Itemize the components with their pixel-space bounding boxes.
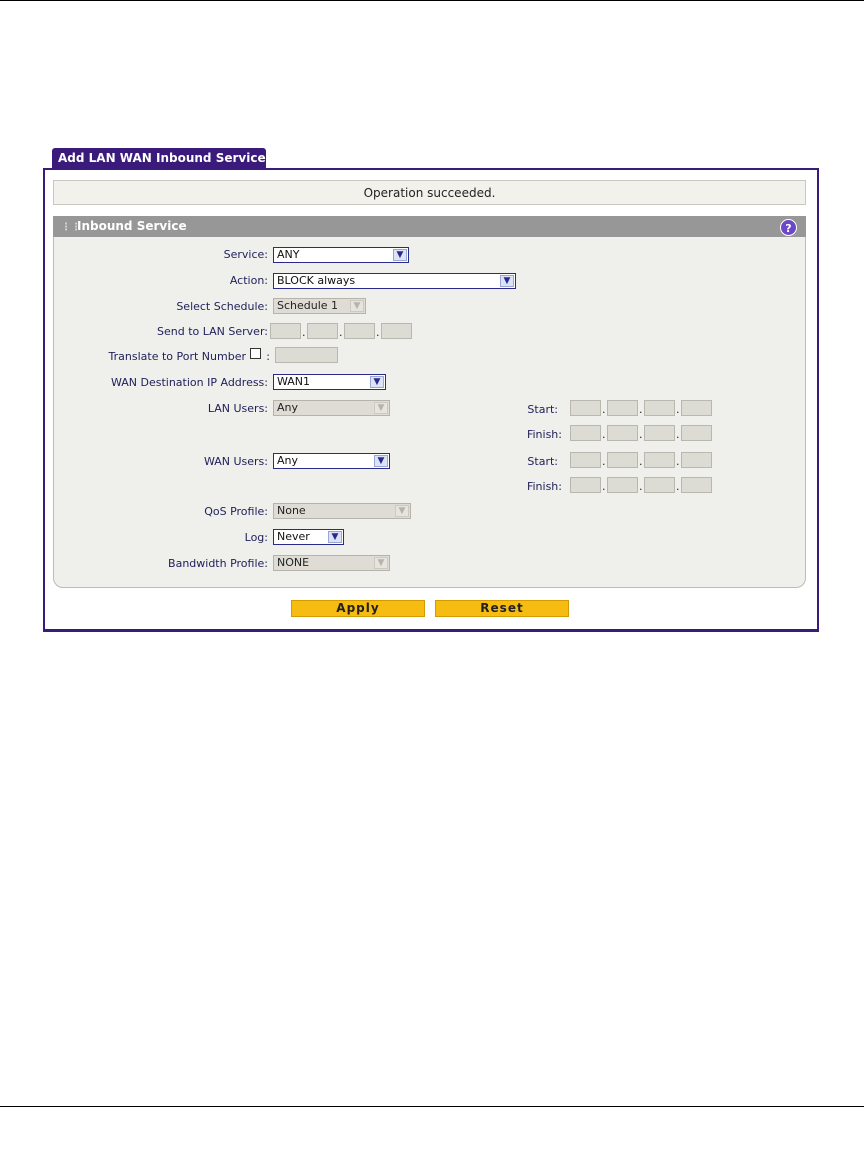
service-select[interactable] bbox=[273, 247, 409, 263]
wan-finish-label: Finish: bbox=[526, 480, 562, 493]
status-message: Operation succeeded. bbox=[53, 180, 806, 205]
qos-profile-label: QoS Profile: bbox=[204, 505, 268, 518]
wan-finish-octet-4[interactable] bbox=[681, 477, 712, 493]
ip-dot: . bbox=[602, 480, 606, 493]
wan-destination-select[interactable] bbox=[273, 374, 386, 390]
schedule-select[interactable] bbox=[273, 298, 366, 314]
translate-port-label: Translate to Port Number bbox=[108, 350, 246, 363]
ip-dot: . bbox=[602, 403, 606, 416]
lan-start-octet-3[interactable] bbox=[644, 400, 675, 416]
ip-dot: . bbox=[602, 428, 606, 441]
ip-dot: . bbox=[676, 428, 680, 441]
lan-start-octet-1[interactable] bbox=[570, 400, 601, 416]
ip-dot: . bbox=[639, 403, 643, 416]
wan-start-label: Start: bbox=[527, 455, 558, 468]
chevron-down-icon: ▼ bbox=[328, 531, 342, 543]
schedule-value: Schedule 1 bbox=[277, 299, 339, 312]
lan-start-label: Start: bbox=[527, 403, 558, 416]
lan-finish-octet-3[interactable] bbox=[644, 425, 675, 441]
help-icon[interactable]: ? bbox=[780, 219, 797, 236]
section-title: Inbound Service bbox=[77, 219, 187, 233]
chevron-down-icon: ▼ bbox=[350, 300, 364, 312]
ip-dot: . bbox=[339, 326, 343, 339]
translate-port-checkbox[interactable] bbox=[250, 348, 261, 359]
top-rule bbox=[0, 0, 864, 1]
ip-dot: . bbox=[676, 480, 680, 493]
bandwidth-profile-select[interactable] bbox=[273, 555, 390, 571]
lan-users-label: LAN Users: bbox=[207, 402, 268, 415]
ip-dot: . bbox=[676, 455, 680, 468]
qos-profile-select[interactable] bbox=[273, 503, 411, 519]
panel-header bbox=[53, 216, 806, 237]
apply-button[interactable]: Apply bbox=[291, 600, 425, 617]
wan-finish-octet-2[interactable] bbox=[607, 477, 638, 493]
grip-icon: ⋮⋮ bbox=[61, 222, 81, 233]
chevron-down-icon: ▼ bbox=[374, 455, 388, 467]
chevron-down-icon: ▼ bbox=[395, 505, 409, 517]
wan-users-label: WAN Users: bbox=[203, 455, 268, 468]
lan-users-value: Any bbox=[277, 401, 299, 414]
ip-dot: . bbox=[639, 480, 643, 493]
lan-server-ip-octet-3[interactable] bbox=[344, 323, 375, 339]
wan-finish-octet-1[interactable] bbox=[570, 477, 601, 493]
log-label: Log: bbox=[244, 531, 268, 544]
wan-users-select[interactable] bbox=[273, 453, 390, 469]
wan-start-octet-4[interactable] bbox=[681, 452, 712, 468]
chevron-down-icon: ▼ bbox=[370, 376, 384, 388]
chevron-down-icon: ▼ bbox=[500, 275, 514, 287]
log-select[interactable] bbox=[273, 529, 344, 545]
chevron-down-icon: ▼ bbox=[374, 557, 388, 569]
translate-port-colon: : bbox=[266, 350, 270, 363]
wan-destination-label: WAN Destination IP Address: bbox=[110, 376, 268, 389]
ip-dot: . bbox=[639, 428, 643, 441]
bottom-rule bbox=[0, 1106, 864, 1107]
action-label: Action: bbox=[229, 274, 268, 287]
lan-finish-octet-1[interactable] bbox=[570, 425, 601, 441]
service-value: ANY bbox=[277, 248, 300, 261]
wan-finish-octet-3[interactable] bbox=[644, 477, 675, 493]
lan-server-ip-octet-2[interactable] bbox=[307, 323, 338, 339]
qos-profile-value: None bbox=[277, 504, 306, 517]
lan-finish-label: Finish: bbox=[526, 428, 562, 441]
ip-dot: . bbox=[639, 455, 643, 468]
action-select[interactable] bbox=[273, 273, 516, 289]
ip-dot: . bbox=[602, 455, 606, 468]
wan-start-octet-3[interactable] bbox=[644, 452, 675, 468]
bandwidth-profile-label: Bandwidth Profile: bbox=[168, 557, 268, 570]
ip-dot: . bbox=[676, 403, 680, 416]
lan-start-octet-2[interactable] bbox=[607, 400, 638, 416]
lan-finish-octet-2[interactable] bbox=[607, 425, 638, 441]
wan-start-octet-2[interactable] bbox=[607, 452, 638, 468]
lan-start-octet-4[interactable] bbox=[681, 400, 712, 416]
send-to-lan-server-label: Send to LAN Server: bbox=[157, 325, 268, 338]
chevron-down-icon: ▼ bbox=[374, 402, 388, 414]
lan-finish-octet-4[interactable] bbox=[681, 425, 712, 441]
wan-start-octet-1[interactable] bbox=[570, 452, 601, 468]
translate-port-input[interactable] bbox=[275, 347, 338, 363]
lan-users-select[interactable] bbox=[273, 400, 390, 416]
tab-add-lan-wan-inbound-service[interactable]: Add LAN WAN Inbound Service bbox=[52, 148, 266, 169]
lan-server-ip-octet-4[interactable] bbox=[381, 323, 412, 339]
ip-dot: . bbox=[376, 326, 380, 339]
schedule-label: Select Schedule: bbox=[176, 300, 268, 313]
service-label: Service: bbox=[223, 248, 268, 261]
wan-destination-value: WAN1 bbox=[277, 375, 311, 388]
chevron-down-icon: ▼ bbox=[393, 249, 407, 261]
lan-server-ip-octet-1[interactable] bbox=[270, 323, 301, 339]
reset-button[interactable]: Reset bbox=[435, 600, 569, 617]
wan-users-value: Any bbox=[277, 454, 299, 467]
ip-dot: . bbox=[302, 326, 306, 339]
action-value: BLOCK always bbox=[277, 274, 356, 287]
bandwidth-profile-value: NONE bbox=[277, 556, 310, 569]
log-value: Never bbox=[277, 530, 310, 543]
